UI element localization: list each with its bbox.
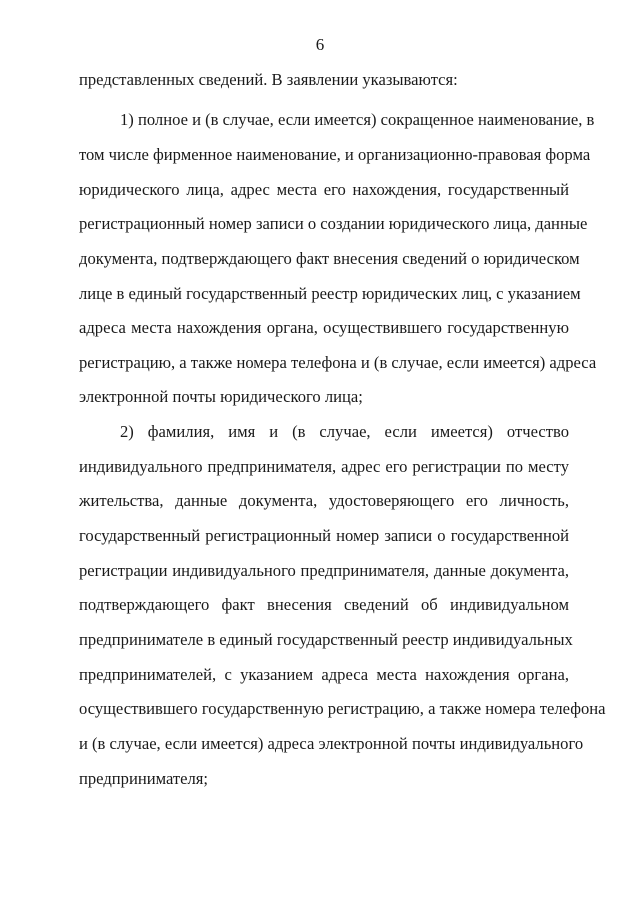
text-line: электронной почты юридического лица; — [79, 387, 363, 406]
text-line: жительства, данные документа, удостоверяющего его личность, — [79, 491, 569, 510]
text-line: государственный регистрационный номер записи о государственной — [79, 526, 569, 545]
text-line: документа, подтверждающего факт внесения сведений о юридическом — [79, 249, 580, 268]
text-line: представленных сведений. В заявлении указываются: — [79, 70, 458, 89]
text-line: регистрацию, а также номера телефона и (в случае, если имеется) адреса — [79, 353, 597, 372]
text-line: лице в единый государственный реестр юридических лиц, с указанием — [79, 284, 581, 303]
text-line: том числе фирменное наименование, и организационно-правовая форма — [79, 145, 591, 164]
text-line: предпринимателей, с указанием адреса места нахождения органа, — [79, 665, 569, 684]
page-number: 6 — [315, 35, 325, 54]
text-line: юридического лица, адрес места его нахождения, государственный — [79, 180, 569, 199]
text-line: 2) фамилия, имя и (в случае, если имеется) отчество — [120, 422, 569, 441]
text-line: предпринимателе в единый государственный реестр индивидуальных — [79, 630, 573, 649]
text-line: подтверждающего факт внесения сведений об индивидуальном — [79, 595, 569, 614]
text-line: адреса места нахождения органа, осуществившего государственную — [79, 318, 569, 337]
text-line: регистрации индивидуального предпринимателя, данные документа, — [79, 561, 569, 580]
text-line: и (в случае, если имеется) адреса электронной почты индивидуального — [79, 734, 584, 753]
text-line: предпринимателя; — [79, 769, 209, 788]
text-line: 1) полное и (в случае, если имеется) сокращенное наименование, в — [120, 110, 595, 129]
text-line: индивидуального предпринимателя, адрес его регистрации по месту — [79, 457, 569, 476]
text-line: осуществившего государственную регистрацию, а также номера телефона — [79, 699, 606, 718]
text-line: регистрационный номер записи о создании юридического лица, данные — [79, 214, 588, 233]
